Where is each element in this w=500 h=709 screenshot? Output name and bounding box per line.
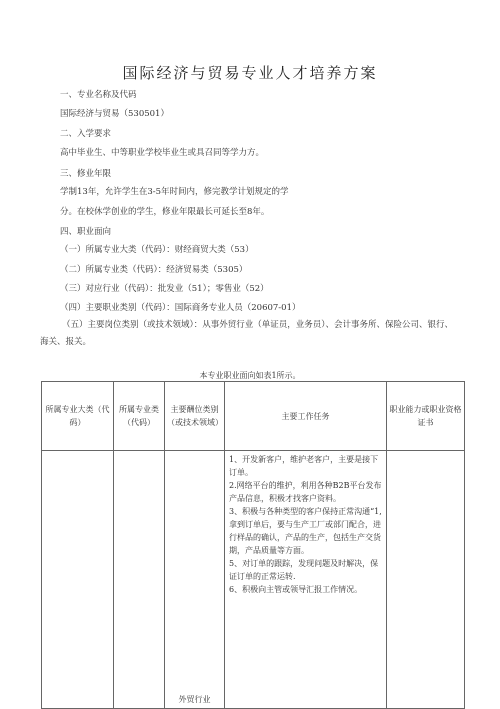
table-cell — [387, 451, 465, 709]
section-4-item: （四）主要职业类别（代码）：国际商务专业人员（20607-01） — [60, 303, 301, 313]
section-4-item: （三）对应行业（代码）：批发业（51）；零售业（52） — [60, 284, 269, 294]
career-table — [41, 381, 465, 709]
task-item: 2.网络平台的维护，利用各种B2B平台发布产品信息，积极才找客户资料。 — [229, 481, 382, 503]
section-3-line-2: 分。在校休学创业的学生，修业年限最长可延长至8年。 — [60, 207, 270, 217]
section-4-item: （五）主要岗位类别（或技术领域）：从事外贸行业（单证员，业务员）、会计事务所、保险公司、银行、海关、报关。 — [40, 320, 454, 347]
task-item: 3、积极与各种类型的客户保持正常沟通“1,拿到订单后，要与生产工厂或部门配合，进行样品的确认，产品的生产，包括生产交货期，产品质量等方面。 — [229, 507, 382, 555]
table-cell-tasks — [225, 451, 387, 709]
table-header-cell: 主要工作任务 — [225, 382, 387, 451]
table-header-cell: 所属专业类（代码） — [114, 382, 165, 451]
section-4-item: （二）所属专业类（代码）：经济贸易类（5305） — [60, 265, 248, 275]
task-item: 6、积极向主管或领导汇报工作情况。 — [229, 585, 363, 594]
table-cell — [42, 451, 114, 709]
table-cell — [114, 451, 165, 709]
section-2-heading: 二、入学要求 — [60, 129, 112, 139]
section-3-heading: 三、修业年限 — [60, 169, 112, 179]
task-item: 5、对订单的跟踪，发现问题及时解决，保证订单的正常运转. — [229, 559, 379, 581]
table-caption: 本专业职业面向如表1所示。 — [199, 371, 301, 380]
table-header-cell: 所属专业大类（代码） — [42, 382, 114, 451]
section-1-heading: 一、专业名称及代码 — [60, 90, 137, 100]
table-cell-industry: 外贸行业 — [165, 451, 225, 709]
table-header-cell: 主要酬位类别（或技术领域） — [165, 382, 225, 451]
section-2-content: 高中毕业生、中等职业学校毕业生或具召同等学力方。 — [60, 148, 265, 158]
section-3-line-1: 学制13年，允许学生在3-5年时间内，修完教学计划规定的学 — [60, 187, 289, 197]
document-title: 国际经济与贸易专业人才培养方案 — [122, 64, 378, 82]
section-1-content: 国际经济与贸易（530501） — [60, 109, 169, 119]
table-row — [42, 451, 465, 709]
section-4-heading: 四、职业面向 — [60, 227, 112, 237]
section-4-item: （一）所属专业大类（代码）：财经商贸大类（53） — [60, 245, 254, 255]
task-item: 1、开发新客户，维护老客户，主要是接下订单。 — [229, 455, 379, 477]
table-header-row — [42, 382, 465, 451]
table-header-cell: 职业能力或职业资格证书 — [387, 382, 465, 451]
